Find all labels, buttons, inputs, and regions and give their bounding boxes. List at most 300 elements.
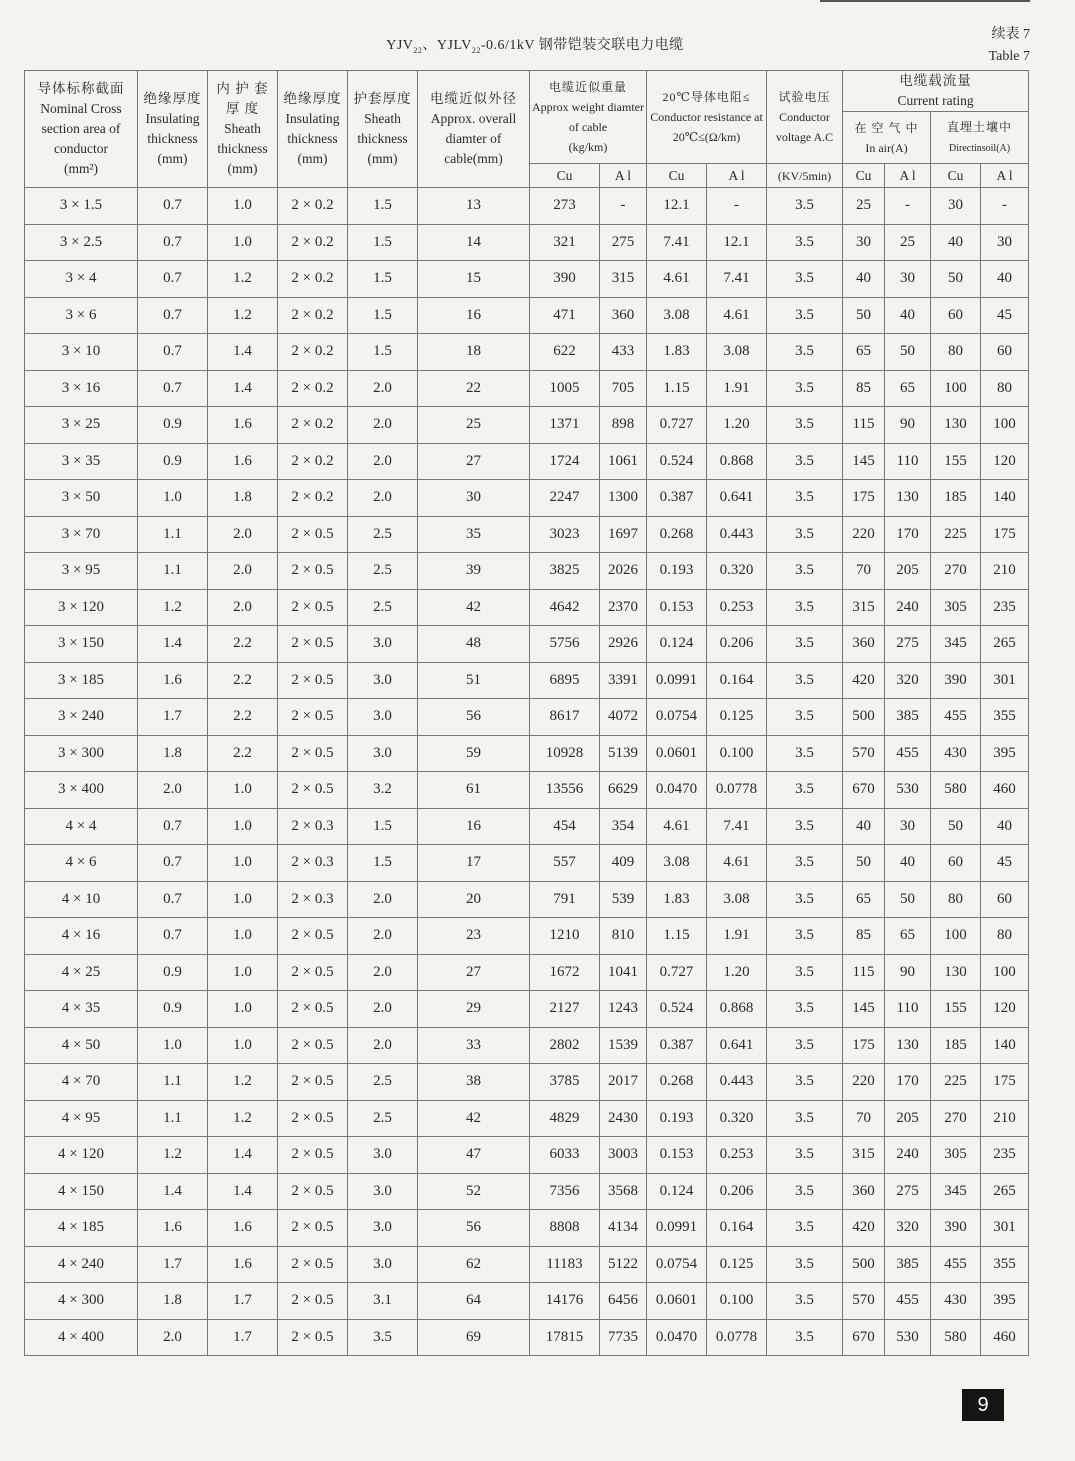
table-cell: 40 bbox=[843, 808, 885, 845]
table-cell: 30 bbox=[418, 480, 530, 517]
table-cell: 2 × 0.2 bbox=[278, 370, 348, 407]
table-cell: 3.5 bbox=[767, 626, 843, 663]
table-cell: 0.0778 bbox=[707, 772, 767, 809]
table-cell: 18 bbox=[418, 334, 530, 371]
table-cell: 454 bbox=[530, 808, 600, 845]
table-cell: 360 bbox=[843, 1173, 885, 1210]
table-cell: 7735 bbox=[600, 1319, 647, 1356]
table-cell: 3.5 bbox=[767, 954, 843, 991]
table-cell: 2 × 0.5 bbox=[278, 516, 348, 553]
table-cell: 2 × 0.2 bbox=[278, 224, 348, 261]
table-cell: 0.868 bbox=[707, 991, 767, 1028]
table-cell: 70 bbox=[843, 553, 885, 590]
table-cell: 4 × 25 bbox=[25, 954, 138, 991]
table-cell: 210 bbox=[981, 1100, 1029, 1137]
table-cell: 2 × 0.2 bbox=[278, 188, 348, 225]
table-cell: 2.0 bbox=[348, 443, 418, 480]
table-cell: 4642 bbox=[530, 589, 600, 626]
table-cell: 530 bbox=[885, 1319, 931, 1356]
table-row bbox=[25, 589, 1029, 626]
table-cell: 23 bbox=[418, 918, 530, 955]
table-cell: 2 × 0.5 bbox=[278, 662, 348, 699]
table-cell: 25 bbox=[885, 224, 931, 261]
table-row bbox=[25, 334, 1029, 371]
table-row bbox=[25, 735, 1029, 772]
table-cell: 14176 bbox=[530, 1283, 600, 1320]
table-cell: 90 bbox=[885, 407, 931, 444]
table-cell: 14 bbox=[418, 224, 530, 261]
table-cell: 5756 bbox=[530, 626, 600, 663]
table-cell: 320 bbox=[885, 1210, 931, 1247]
table-cell: 791 bbox=[530, 881, 600, 918]
table-cell: 0.164 bbox=[707, 1210, 767, 1247]
table-cell: 7356 bbox=[530, 1173, 600, 1210]
table-cell: 3.5 bbox=[767, 1283, 843, 1320]
top-rule bbox=[820, 0, 1030, 2]
table-cell: 1.7 bbox=[138, 1246, 208, 1283]
table-cell: 265 bbox=[981, 1173, 1029, 1210]
table-cell: 1672 bbox=[530, 954, 600, 991]
table-cell: 1.91 bbox=[707, 918, 767, 955]
table-cell: 355 bbox=[981, 699, 1029, 736]
table-cell: 390 bbox=[530, 261, 600, 298]
table-cell: 17 bbox=[418, 845, 530, 882]
table-cell: 390 bbox=[931, 1210, 981, 1247]
table-cell: 2 × 0.2 bbox=[278, 480, 348, 517]
table-cell: 0.0754 bbox=[647, 699, 707, 736]
table-cell: 580 bbox=[931, 1319, 981, 1356]
table-cell: 385 bbox=[885, 699, 931, 736]
table-cell: 4072 bbox=[600, 699, 647, 736]
table-cell: 622 bbox=[530, 334, 600, 371]
cable-spec-table bbox=[24, 70, 1029, 1356]
table-cell: 2.2 bbox=[208, 735, 278, 772]
table-cell: 40 bbox=[981, 261, 1029, 298]
table-cell: 170 bbox=[885, 516, 931, 553]
table-cell: 2.0 bbox=[348, 918, 418, 955]
table-cell: 2 × 0.5 bbox=[278, 918, 348, 955]
col-header-inner-sheath: 内 护 套 厚 度 Sheath thickness (mm) bbox=[208, 71, 278, 188]
table-cell: 2 × 0.3 bbox=[278, 845, 348, 882]
table-cell: 1300 bbox=[600, 480, 647, 517]
col-header-insulating-2: 绝缘厚度 Insulating thickness (mm) bbox=[278, 71, 348, 188]
table-cell: 570 bbox=[843, 735, 885, 772]
col-header-in-soil: 直埋土壤中 Directinsoil(A) bbox=[931, 112, 1029, 164]
table-cell: 1.1 bbox=[138, 516, 208, 553]
table-cell: 1.2 bbox=[208, 1064, 278, 1101]
table-cell: 45 bbox=[981, 845, 1029, 882]
table-cell: 0.0991 bbox=[647, 1210, 707, 1247]
table-cell: 3.5 bbox=[348, 1319, 418, 1356]
table-cell: 3 × 150 bbox=[25, 626, 138, 663]
table-cell: 175 bbox=[981, 1064, 1029, 1101]
table-cell: 315 bbox=[843, 1137, 885, 1174]
table-cell: 1.0 bbox=[208, 772, 278, 809]
table-cell: 1.5 bbox=[348, 261, 418, 298]
table-cell: 420 bbox=[843, 662, 885, 699]
table-cell: 27 bbox=[418, 954, 530, 991]
table-cell: 2.0 bbox=[208, 553, 278, 590]
table-cell: 0.0778 bbox=[707, 1319, 767, 1356]
table-row bbox=[25, 845, 1029, 882]
table-cell: 0.443 bbox=[707, 1064, 767, 1101]
table-cell: 2017 bbox=[600, 1064, 647, 1101]
table-cell: 64 bbox=[418, 1283, 530, 1320]
table-cell: 0.206 bbox=[707, 1173, 767, 1210]
table-cell: 40 bbox=[931, 224, 981, 261]
table-cell: 3 × 25 bbox=[25, 407, 138, 444]
table-cell: 11183 bbox=[530, 1246, 600, 1283]
table-row bbox=[25, 553, 1029, 590]
col-header-diameter: 电缆近似外径 Approx. overall diamter of cable(mm) bbox=[418, 71, 530, 188]
table-cell: 20 bbox=[418, 881, 530, 918]
table-cell: 2370 bbox=[600, 589, 647, 626]
table-cell: 265 bbox=[981, 626, 1029, 663]
table-cell: 2 × 0.2 bbox=[278, 297, 348, 334]
table-cell: 225 bbox=[931, 516, 981, 553]
table-cell: 580 bbox=[931, 772, 981, 809]
table-cell: 4 × 240 bbox=[25, 1246, 138, 1283]
table-cell: 0.253 bbox=[707, 589, 767, 626]
table-row bbox=[25, 881, 1029, 918]
table-cell: 2.0 bbox=[208, 589, 278, 626]
table-cell: 80 bbox=[981, 918, 1029, 955]
table-cell: 12.1 bbox=[707, 224, 767, 261]
table-cell: 3.5 bbox=[767, 918, 843, 955]
table-cell: - bbox=[707, 188, 767, 225]
table-cell: 175 bbox=[843, 480, 885, 517]
table-cell: 3.0 bbox=[348, 662, 418, 699]
table-cell: 3.5 bbox=[767, 699, 843, 736]
table-cell: 275 bbox=[885, 626, 931, 663]
table-cell: 120 bbox=[981, 991, 1029, 1028]
table-cell: 3.5 bbox=[767, 480, 843, 517]
table-cell: 1.0 bbox=[208, 224, 278, 261]
table-cell: 85 bbox=[843, 918, 885, 955]
table-cell: 120 bbox=[981, 443, 1029, 480]
table-cell: 2026 bbox=[600, 553, 647, 590]
table-cell: 13556 bbox=[530, 772, 600, 809]
table-cell: 3 × 185 bbox=[25, 662, 138, 699]
table-cell: 1243 bbox=[600, 991, 647, 1028]
table-cell: 1.4 bbox=[138, 626, 208, 663]
table-cell: 301 bbox=[981, 662, 1029, 699]
table-cell: 3 × 16 bbox=[25, 370, 138, 407]
table-cell: 455 bbox=[885, 735, 931, 772]
continued-en: Table 7 bbox=[988, 49, 1030, 64]
table-cell: 4 × 400 bbox=[25, 1319, 138, 1356]
table-cell: 25 bbox=[418, 407, 530, 444]
table-row bbox=[25, 626, 1029, 663]
table-cell: 1.5 bbox=[348, 224, 418, 261]
table-cell: 85 bbox=[843, 370, 885, 407]
col-header-weight: 电缆近似重量 Approx weight diamter of cable (kg/km) bbox=[530, 71, 647, 164]
table-cell: 3.0 bbox=[348, 699, 418, 736]
table-cell: 47 bbox=[418, 1137, 530, 1174]
table-cell: 3.5 bbox=[767, 516, 843, 553]
table-cell: 1.0 bbox=[138, 1027, 208, 1064]
table-row bbox=[25, 662, 1029, 699]
table-cell: 1.2 bbox=[208, 261, 278, 298]
table-cell: 60 bbox=[981, 881, 1029, 918]
table-cell: 0.124 bbox=[647, 1173, 707, 1210]
table-cell: 12.1 bbox=[647, 188, 707, 225]
table-cell: 1.20 bbox=[707, 407, 767, 444]
table-cell: 301 bbox=[981, 1210, 1029, 1247]
table-cell: 0.9 bbox=[138, 407, 208, 444]
continued-label bbox=[930, 24, 1030, 68]
table-cell: 1.4 bbox=[138, 1173, 208, 1210]
table-cell: 385 bbox=[885, 1246, 931, 1283]
table-cell: 1005 bbox=[530, 370, 600, 407]
table-cell: 3.0 bbox=[348, 735, 418, 772]
table-cell: 4.61 bbox=[707, 297, 767, 334]
table-cell: 4829 bbox=[530, 1100, 600, 1137]
subheader-weight-al: A l bbox=[600, 164, 647, 188]
table-cell: 320 bbox=[885, 662, 931, 699]
table-cell: 3.5 bbox=[767, 845, 843, 882]
table-cell: 2 × 0.5 bbox=[278, 954, 348, 991]
table-cell: 2 × 0.2 bbox=[278, 443, 348, 480]
table-cell: 1.15 bbox=[647, 370, 707, 407]
table-cell: 0.153 bbox=[647, 1137, 707, 1174]
table-cell: 0.9 bbox=[138, 443, 208, 480]
table-cell: 3.08 bbox=[707, 881, 767, 918]
table-cell: 3.5 bbox=[767, 553, 843, 590]
table-row bbox=[25, 1100, 1029, 1137]
table-cell: 4.61 bbox=[707, 845, 767, 882]
table-cell: 145 bbox=[843, 991, 885, 1028]
table-cell: 1.6 bbox=[208, 407, 278, 444]
table-cell: 0.100 bbox=[707, 735, 767, 772]
table-cell: 6629 bbox=[600, 772, 647, 809]
table-cell: 570 bbox=[843, 1283, 885, 1320]
table-cell: 1.5 bbox=[348, 845, 418, 882]
table-cell: - bbox=[600, 188, 647, 225]
table-cell: 0.164 bbox=[707, 662, 767, 699]
table-cell: 2 × 0.5 bbox=[278, 1027, 348, 1064]
table-cell: 40 bbox=[843, 261, 885, 298]
table-cell: 1.0 bbox=[208, 991, 278, 1028]
table-row bbox=[25, 407, 1029, 444]
table-cell: 4 × 120 bbox=[25, 1137, 138, 1174]
table-cell: 3 × 240 bbox=[25, 699, 138, 736]
table-cell: - bbox=[981, 188, 1029, 225]
table-cell: 321 bbox=[530, 224, 600, 261]
table-cell: 2.0 bbox=[348, 407, 418, 444]
table-cell: 557 bbox=[530, 845, 600, 882]
table-cell: 6895 bbox=[530, 662, 600, 699]
table-cell: 8808 bbox=[530, 1210, 600, 1247]
table-cell: 2 × 0.5 bbox=[278, 699, 348, 736]
table-cell: 2 × 0.3 bbox=[278, 808, 348, 845]
col-header-conductor: 导体标称截面 Nominal Cross section area of conductor (mm²) bbox=[25, 71, 138, 188]
table-cell: 3.5 bbox=[767, 1246, 843, 1283]
table-row bbox=[25, 443, 1029, 480]
table-cell: 0.524 bbox=[647, 443, 707, 480]
table-cell: 130 bbox=[931, 954, 981, 991]
table-cell: 5139 bbox=[600, 735, 647, 772]
table-cell: 1.0 bbox=[208, 845, 278, 882]
table-row bbox=[25, 1137, 1029, 1174]
table-cell: 0.193 bbox=[647, 1100, 707, 1137]
table-cell: 2926 bbox=[600, 626, 647, 663]
table-cell: 345 bbox=[931, 1173, 981, 1210]
table-cell: 0.387 bbox=[647, 1027, 707, 1064]
table-cell: 3.5 bbox=[767, 881, 843, 918]
table-cell: 110 bbox=[885, 991, 931, 1028]
table-cell: 7.41 bbox=[707, 261, 767, 298]
table-cell: 460 bbox=[981, 772, 1029, 809]
table-cell: 2430 bbox=[600, 1100, 647, 1137]
table-cell: 315 bbox=[843, 589, 885, 626]
table-cell: 1.7 bbox=[208, 1319, 278, 1356]
subheader-test-voltage-unit: (KV/5min) bbox=[767, 164, 843, 188]
table-row bbox=[25, 297, 1029, 334]
table-cell: 2 × 0.3 bbox=[278, 881, 348, 918]
table-cell: 1.6 bbox=[138, 1210, 208, 1247]
table-cell: 3.5 bbox=[767, 1173, 843, 1210]
table-cell: 3.1 bbox=[348, 1283, 418, 1320]
table-cell: 1.4 bbox=[208, 370, 278, 407]
table-cell: 1061 bbox=[600, 443, 647, 480]
table-cell: 3 × 6 bbox=[25, 297, 138, 334]
table-cell: 3825 bbox=[530, 553, 600, 590]
table-cell: 140 bbox=[981, 1027, 1029, 1064]
table-cell: 0.125 bbox=[707, 1246, 767, 1283]
table-cell: 1.0 bbox=[208, 1027, 278, 1064]
table-cell: 0.7 bbox=[138, 188, 208, 225]
table-cell: 59 bbox=[418, 735, 530, 772]
table-cell: 0.100 bbox=[707, 1283, 767, 1320]
table-cell: 65 bbox=[843, 334, 885, 371]
table-cell: 3 × 1.5 bbox=[25, 188, 138, 225]
subheader-resistance-cu: Cu bbox=[647, 164, 707, 188]
table-cell: 2.2 bbox=[208, 699, 278, 736]
col-header-test-voltage: 试验电压 Conductor voltage A.C bbox=[767, 71, 843, 164]
table-cell: 500 bbox=[843, 699, 885, 736]
table-cell: 0.320 bbox=[707, 553, 767, 590]
table-cell: 0.7 bbox=[138, 918, 208, 955]
table-cell: 1.5 bbox=[348, 188, 418, 225]
table-cell: 4134 bbox=[600, 1210, 647, 1247]
table-cell: 2 × 0.5 bbox=[278, 1100, 348, 1137]
table-cell: 539 bbox=[600, 881, 647, 918]
table-cell: 0.7 bbox=[138, 297, 208, 334]
table-cell: 30 bbox=[931, 188, 981, 225]
table-row bbox=[25, 1064, 1029, 1101]
table-cell: 315 bbox=[600, 261, 647, 298]
table-cell: 0.641 bbox=[707, 1027, 767, 1064]
table-row bbox=[25, 188, 1029, 225]
table-cell: 3.5 bbox=[767, 991, 843, 1028]
table-cell: 455 bbox=[931, 1246, 981, 1283]
table-cell: 471 bbox=[530, 297, 600, 334]
table-cell: 33 bbox=[418, 1027, 530, 1064]
table-cell: 2 × 0.2 bbox=[278, 334, 348, 371]
table-cell: 0.7 bbox=[138, 808, 208, 845]
table-cell: 22 bbox=[418, 370, 530, 407]
table-cell: 25 bbox=[843, 188, 885, 225]
table-cell: 16 bbox=[418, 808, 530, 845]
table-cell: 455 bbox=[931, 699, 981, 736]
table-cell: 430 bbox=[931, 735, 981, 772]
table-cell: 0.7 bbox=[138, 845, 208, 882]
table-cell: 69 bbox=[418, 1319, 530, 1356]
table-cell: 15 bbox=[418, 261, 530, 298]
table-cell: 3 × 95 bbox=[25, 553, 138, 590]
table-cell: 240 bbox=[885, 1137, 931, 1174]
table-cell: 3.5 bbox=[767, 1027, 843, 1064]
table-cell: 7.41 bbox=[647, 224, 707, 261]
table-cell: 2.5 bbox=[348, 1064, 418, 1101]
table-cell: 35 bbox=[418, 516, 530, 553]
table-cell: 1.83 bbox=[647, 881, 707, 918]
table-cell: 170 bbox=[885, 1064, 931, 1101]
table-cell: 80 bbox=[931, 881, 981, 918]
table-cell: 360 bbox=[600, 297, 647, 334]
table-cell: 4 × 10 bbox=[25, 881, 138, 918]
table-cell: 1.5 bbox=[348, 808, 418, 845]
table-cell: 1.4 bbox=[208, 334, 278, 371]
table-cell: 305 bbox=[931, 589, 981, 626]
table-cell: 0.7 bbox=[138, 370, 208, 407]
table-cell: 45 bbox=[981, 297, 1029, 334]
table-row bbox=[25, 808, 1029, 845]
table-cell: 3.5 bbox=[767, 297, 843, 334]
table-cell: 2.2 bbox=[208, 662, 278, 699]
table-cell: 2.5 bbox=[348, 553, 418, 590]
table-cell: 3.5 bbox=[767, 188, 843, 225]
continued-cn: 续表 7 bbox=[991, 27, 1030, 42]
table-cell: 345 bbox=[931, 626, 981, 663]
table-cell: 3 × 120 bbox=[25, 589, 138, 626]
table-cell: 2 × 0.5 bbox=[278, 1210, 348, 1247]
table-cell: 4 × 16 bbox=[25, 918, 138, 955]
table-cell: 30 bbox=[843, 224, 885, 261]
table-cell: 1.2 bbox=[208, 297, 278, 334]
table-cell: 1.2 bbox=[138, 1137, 208, 1174]
table-cell: 80 bbox=[931, 334, 981, 371]
table-cell: 235 bbox=[981, 589, 1029, 626]
table-cell: 0.320 bbox=[707, 1100, 767, 1137]
table-cell: 6456 bbox=[600, 1283, 647, 1320]
table-cell: 2.0 bbox=[348, 954, 418, 991]
table-cell: 0.124 bbox=[647, 626, 707, 663]
table-cell: 2 × 0.2 bbox=[278, 261, 348, 298]
table-cell: 3.5 bbox=[767, 808, 843, 845]
table-cell: 4 × 95 bbox=[25, 1100, 138, 1137]
table-cell: 0.253 bbox=[707, 1137, 767, 1174]
table-cell: 3.5 bbox=[767, 1210, 843, 1247]
table-cell: 354 bbox=[600, 808, 647, 845]
table-cell: 65 bbox=[843, 881, 885, 918]
table-body bbox=[25, 188, 1029, 1356]
col-header-current: 电缆载流量 Current rating bbox=[843, 71, 1029, 112]
table-cell: 3.08 bbox=[647, 845, 707, 882]
table-cell: 4 × 70 bbox=[25, 1064, 138, 1101]
subheader-air-al: A l bbox=[885, 164, 931, 188]
table-cell: 390 bbox=[931, 662, 981, 699]
table-row bbox=[25, 480, 1029, 517]
table-cell: 3.5 bbox=[767, 443, 843, 480]
table-cell: 2.0 bbox=[348, 991, 418, 1028]
table-cell: 2.0 bbox=[348, 370, 418, 407]
table-cell: 0.9 bbox=[138, 954, 208, 991]
table-cell: 2.5 bbox=[348, 1100, 418, 1137]
table-cell: 30 bbox=[885, 808, 931, 845]
table-cell: 3.0 bbox=[348, 1246, 418, 1283]
